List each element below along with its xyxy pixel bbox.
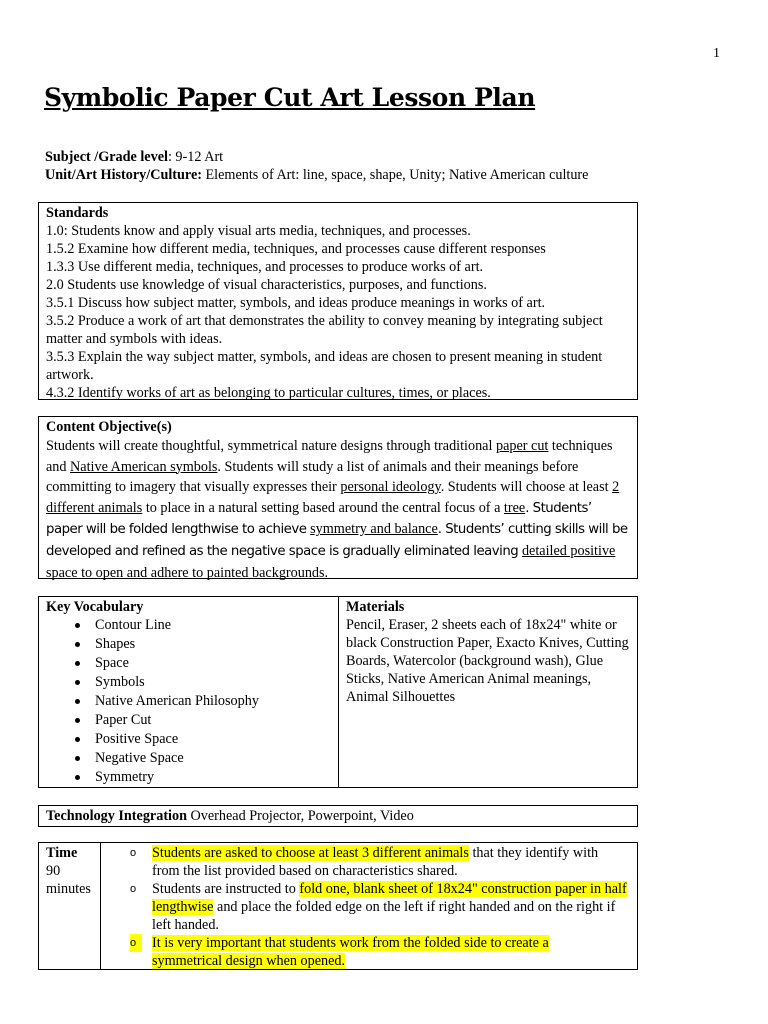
time-amount: 90 bbox=[46, 863, 61, 879]
unit-value: Elements of Art: line, space, shape, Unity; Native American culture bbox=[201, 167, 589, 183]
vocabulary-item: Space bbox=[46, 654, 331, 673]
technology-value: Overhead Projector, Powerpoint, Video bbox=[186, 808, 414, 824]
objective-term: paper cut bbox=[495, 438, 549, 454]
content-objectives-heading: Content Objective(s) bbox=[46, 419, 172, 435]
step-text: and place the folded edge on the left if right handed and on the right if left handed. bbox=[152, 899, 616, 933]
unit-label: Unit/Art History/Culture: bbox=[45, 167, 202, 183]
procedure-cell bbox=[102, 843, 637, 970]
objective-text: to open and adhere to painted backgrounds. bbox=[77, 564, 329, 581]
step-text: that they identify with from the list provided based on characteristics shared. bbox=[152, 845, 599, 879]
objective-term: Native American symbols bbox=[70, 458, 218, 475]
objective-text: . Students’ cutting skills will be developed and refined as the negative space is gradually eliminated leaving bbox=[46, 522, 628, 559]
objective-term: tree bbox=[503, 499, 526, 516]
standards-heading: Standards bbox=[46, 205, 109, 221]
vocabulary-cell bbox=[39, 597, 339, 787]
materials-heading: Materials bbox=[346, 599, 405, 615]
time-cell bbox=[39, 843, 101, 969]
standard-item: 1.3.3 Use different media, techniques, and processes to produce works of art. bbox=[46, 259, 484, 275]
objective-text: to place in a natural setting based around the central focus of a bbox=[142, 499, 504, 516]
objective-term: personal ideology bbox=[340, 479, 441, 496]
materials-cell bbox=[340, 597, 637, 707]
objective-text: Students will create thoughtful, symmetrical nature designs through traditional bbox=[46, 438, 496, 454]
page-number: 1 bbox=[713, 46, 720, 61]
objective-text: . Students’ paper will be folded lengthwise to achieve bbox=[46, 500, 592, 538]
vocabulary-list bbox=[46, 616, 331, 787]
time-heading: Time bbox=[46, 845, 78, 861]
vocabulary-heading: Key Vocabulary bbox=[46, 599, 144, 615]
standard-item: 1.5.2 Examine how different media, techniques, and processes cause different responses bbox=[46, 241, 546, 257]
vocabulary-item: Positive Space bbox=[46, 730, 331, 749]
subject-label: Subject /Grade level bbox=[45, 149, 168, 165]
highlighted-text: fold one, blank sheet of 18x24" construction paper in half lengthwise bbox=[152, 881, 627, 915]
step-text: Students are instructed to bbox=[152, 881, 300, 897]
document-title: Symbolic Paper Cut Art Lesson Plan bbox=[44, 83, 536, 112]
hollow-bullet-icon: o bbox=[130, 883, 137, 895]
vocabulary-item: Negative Space bbox=[46, 749, 331, 768]
hollow-bullet-icon: o bbox=[130, 934, 142, 952]
highlighted-text: It is very important that students work from the folded side to create a bbox=[152, 935, 549, 951]
hollow-bullet-icon: o bbox=[130, 847, 137, 859]
content-objectives-box bbox=[38, 416, 638, 579]
procedure-step bbox=[102, 934, 631, 970]
vocabulary-item: Symbols bbox=[46, 673, 331, 692]
vocabulary-item: Symmetry bbox=[46, 768, 331, 787]
objective-text: . Students will choose at least bbox=[440, 479, 613, 496]
highlighted-text: symmetrical design when opened. bbox=[152, 953, 346, 969]
vocabulary-item: Paper Cut bbox=[46, 711, 331, 730]
vocabulary-item: Shapes bbox=[46, 635, 331, 654]
standard-item: 1.0: Students know and apply visual arts media, techniques, and processes. bbox=[46, 223, 471, 239]
technology-label: Technology Integration bbox=[46, 808, 187, 824]
objective-term: detailed positive space bbox=[46, 542, 616, 581]
objective-text: . Students will study a list of animals and their meanings before committing to imagery that visually expresses their bbox=[46, 458, 579, 496]
time-procedure-table bbox=[38, 842, 638, 970]
standard-item: 2.0 Students use knowledge of visual characteristics, purposes, and functions. bbox=[46, 277, 487, 293]
procedure-list bbox=[102, 844, 631, 970]
technology-integration-box bbox=[38, 805, 638, 827]
standard-item: 3.5.3 Explain the way subject matter, symbols, and ideas are chosen to present meaning in student artwork. bbox=[46, 349, 603, 383]
vocabulary-item: Native American Philosophy bbox=[46, 692, 331, 711]
highlighted-text: Students are asked to choose at least 3 different animals bbox=[152, 845, 469, 861]
standard-item: 4.3.2 Identify works of art as belonging to particular cultures, times, or places. bbox=[46, 385, 491, 401]
subject-value: : 9-12 Art bbox=[167, 149, 224, 165]
objective-text: techniques and bbox=[46, 438, 613, 475]
procedure-step bbox=[102, 880, 631, 934]
vocabulary-item: Contour Line bbox=[46, 616, 331, 635]
content-objectives-text bbox=[46, 436, 630, 583]
standard-item: 3.5.1 Discuss how subject matter, symbols, and ideas produce meanings in works of art. bbox=[46, 295, 546, 311]
procedure-step bbox=[102, 844, 631, 880]
materials-text: Pencil, Eraser, 2 sheets each of 18x24" white or black Construction Paper, Exacto Knives, Cutting Boards, Watercolor (background wash), Glue Sticks, Native American Animal meanings, Animal Silhouettes bbox=[346, 617, 629, 705]
standards-box bbox=[38, 202, 638, 400]
standard-item: 3.5.2 Produce a work of art that demonstrates the ability to convey meaning by integrating subject matter and symbols with ideas. bbox=[46, 313, 603, 347]
time-unit: minutes bbox=[46, 881, 91, 897]
objective-term: symmetry and balance bbox=[310, 521, 438, 538]
objective-term: 2 different animals bbox=[46, 479, 620, 516]
unit-culture-line bbox=[45, 166, 588, 184]
vocabulary-materials-table bbox=[38, 596, 638, 788]
subject-grade-line bbox=[45, 148, 223, 166]
